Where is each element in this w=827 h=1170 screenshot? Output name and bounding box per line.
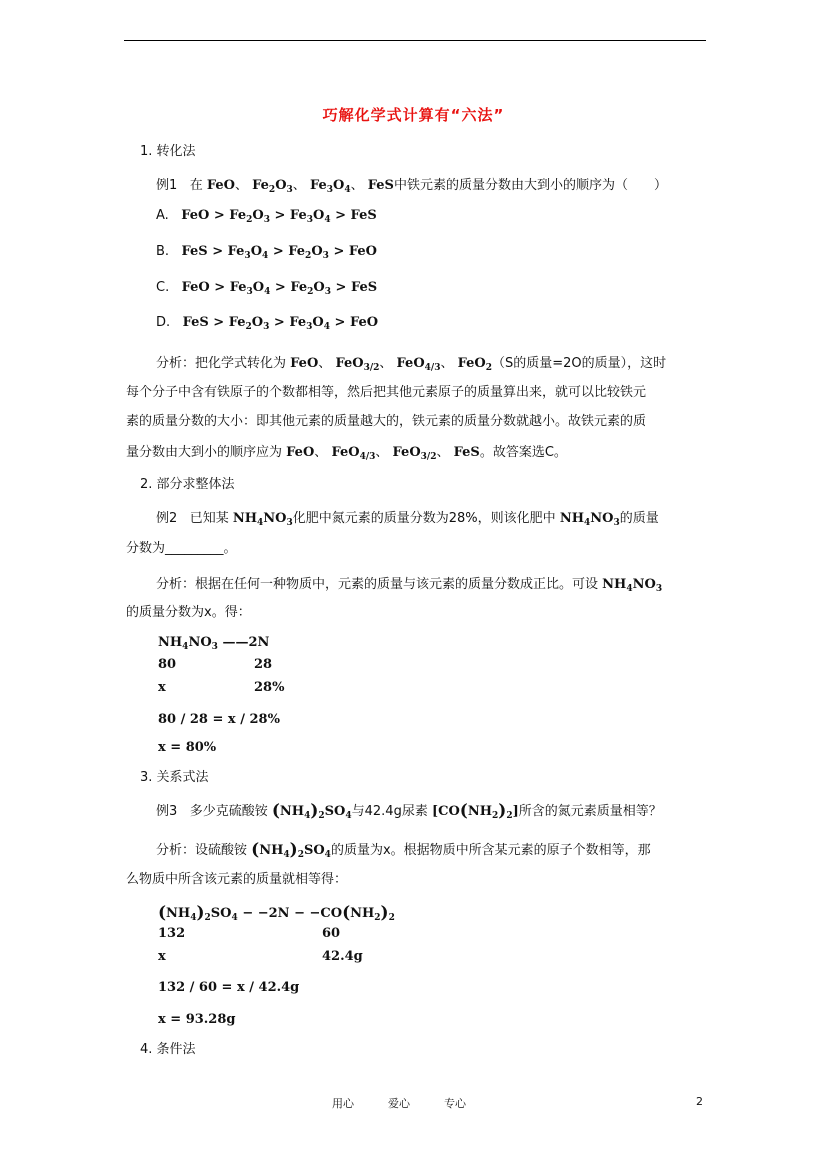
equation-3-proportion: 132 / 60 = x / 42.4g bbox=[158, 980, 300, 995]
option-c: C. FeO > $Fe_3O_4 > Fe_2O_3$ > FeS bbox=[156, 280, 378, 297]
option-a: A. FeO > $Fe_2O_3 > Fe_3O_4$ > FeS bbox=[156, 208, 377, 225]
analysis-2-line-1: 分析：根据在任何一种物质中，元素的质量与该元素的质量分数成正比。可设 $NH_4NO_3$ bbox=[156, 577, 663, 594]
page-number: 2 bbox=[696, 1095, 703, 1108]
analysis-1-line-1: 分析：把化学式转化为 FeO、 FeO$_{3/2}$、 FeO$_{4/3}$、 FeO$_2$（S的质量=2O的质量），这时 bbox=[156, 356, 667, 373]
footer-motto-2: 爱心 bbox=[388, 1097, 410, 1110]
relation-2-mass-b: 28 bbox=[254, 657, 273, 672]
example-2-line-1: 例2 已知某 $NH_4NO_3$化肥中氮元素的质量分数为28%，则该化肥中 $NH_4NO_3$的质量 bbox=[156, 511, 659, 528]
footer-motto-1: 用心 bbox=[332, 1097, 354, 1110]
relation-3-mass-a: 132 bbox=[158, 926, 186, 941]
analysis-3-line-2: 么物质中所含该元素的质量就相等得： bbox=[126, 872, 348, 887]
analysis-2-line-2: 的质量分数为x。得： bbox=[126, 605, 251, 620]
equation-3-result: x = 93.28g bbox=[158, 1012, 236, 1027]
relation-3-grams: 42.4g bbox=[322, 949, 363, 964]
relation-2-formula: $NH_4NO_3$ ——2N bbox=[158, 635, 270, 652]
example-1-question: 例1 在 FeO、 $Fe_2O_3$、 $Fe_3O_4$、 FeS中铁元素的质量分数由大到小的顺序为（ ） bbox=[156, 178, 667, 195]
relation-3-formula: $(NH_4)_2SO_4 - -2N - -CO(NH_2)_2$ bbox=[158, 903, 395, 923]
analysis-1-line-3: 素的质量分数的大小：即其他元素的质量越大的，铁元素的质量分数就越小。故铁元素的质 bbox=[126, 414, 647, 429]
page-title: 巧解化学式计算有“六法” bbox=[322, 106, 505, 124]
relation-3-unknown: x bbox=[158, 949, 166, 964]
relation-3-mass-b: 60 bbox=[322, 926, 341, 941]
analysis-1-line-4: 量分数由大到小的顺序应为 FeO、 FeO$_{4/3}$、 FeO$_{3/2}$、 FeS。故答案选C。 bbox=[126, 445, 567, 462]
option-b: B. FeS > $Fe_3O_4 > Fe_2O_3$ > FeO bbox=[156, 244, 377, 261]
example-2-line-2: 分数为_________。 bbox=[126, 541, 237, 556]
section-4-heading: 4. 条件法 bbox=[140, 1042, 196, 1057]
footer-motto-3: 专心 bbox=[444, 1097, 466, 1110]
equation-2-result: x = 80% bbox=[158, 740, 217, 755]
header-rule bbox=[124, 40, 706, 41]
analysis-1-line-2: 每个分子中含有铁原子的个数都相等，然后把其他元素原子的质量算出来，就可以比较铁元 bbox=[126, 385, 647, 400]
relation-2-unknown: x bbox=[158, 680, 166, 695]
section-3-heading: 3. 关系式法 bbox=[140, 770, 209, 785]
analysis-3-line-1: 分析：设硫酸铵 $(NH_4)_2SO_4$的质量为x。根据物质中所含某元素的原子个数相等，那 bbox=[156, 840, 651, 860]
option-d: D. FeS > $Fe_2O_3 > Fe_3O_4$ > FeO bbox=[156, 315, 379, 332]
section-2-heading: 2. 部分求整体法 bbox=[140, 477, 235, 492]
equation-2-proportion: 80 / 28 = x / 28% bbox=[158, 712, 280, 727]
example-3-question: 例3 多少克硫酸铵 $(NH_4)_2SO_4$与42.4g尿素 $[CO(NH_2)_2]$所含的氮元素质量相等？ bbox=[156, 801, 662, 821]
relation-2-percent: 28% bbox=[254, 680, 285, 695]
section-1-heading: 1. 转化法 bbox=[140, 144, 196, 159]
relation-2-mass-a: 80 bbox=[158, 657, 177, 672]
